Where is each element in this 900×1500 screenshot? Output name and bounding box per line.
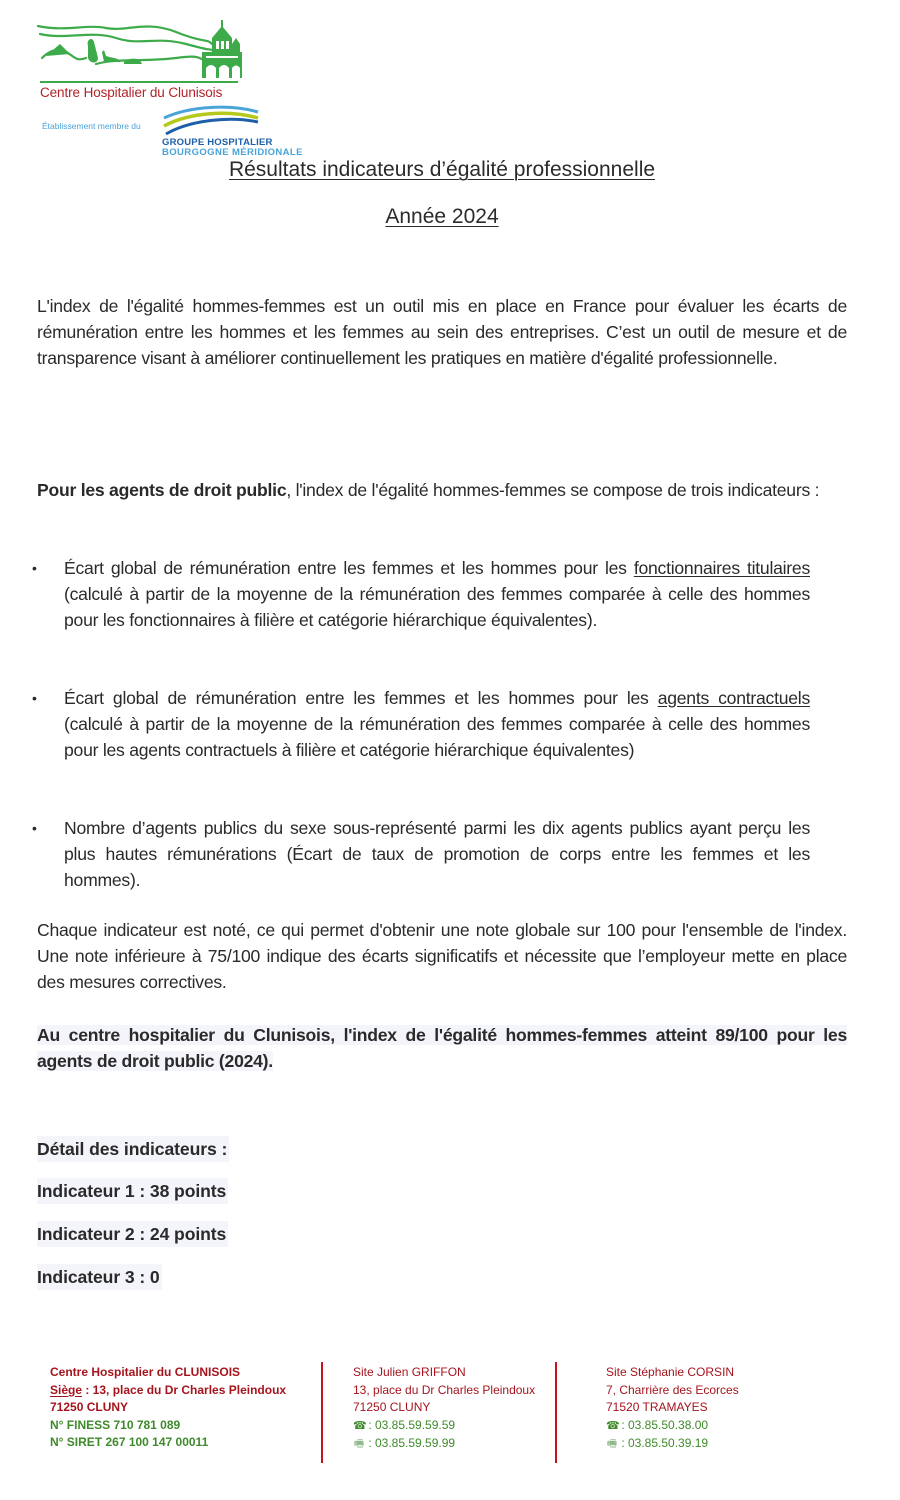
site-fax xyxy=(353,1435,535,1454)
hq-siret: N° SIRET 267 100 147 00011 xyxy=(50,1435,209,1449)
list-item-text xyxy=(64,555,810,633)
logo-divider xyxy=(40,81,238,83)
fax-icon: 🖷 xyxy=(606,1438,618,1450)
header-logos xyxy=(36,18,306,158)
list-item-underlined: agents contractuels xyxy=(657,688,810,708)
site-fax-number: : 03.85.59.59.99 xyxy=(365,1436,456,1450)
site-address: 13, place du Dr Charles Pleindoux xyxy=(353,1382,536,1397)
result-statement xyxy=(37,1022,847,1074)
scoring-note: Chaque indicateur est noté, ce qui permet d'obtenir une note globale sur 100 pour l'ensemble de l'index. Une note inférieure à 75/100 indique des écarts significatifs et nécessite que l’employeur mette en place des mesures correctives. xyxy=(37,920,847,992)
indicators-heading: Détail des indicateurs : xyxy=(37,1136,229,1162)
footer-headquarters xyxy=(50,1364,286,1452)
page-title: Résultats indicateurs d’égalité professionnelle xyxy=(228,158,656,181)
site-address: 7, Charrière des Ecorces xyxy=(606,1382,739,1397)
bullet-icon: • xyxy=(32,560,37,576)
site-phone-number: : 03.85.50.38.00 xyxy=(618,1417,709,1432)
group-name-line2: BOURGOGNE MÉRIDIONALE xyxy=(162,147,303,158)
indicator-1: Indicateur 1 : 38 points xyxy=(37,1178,228,1204)
public-agents-rest: , l'index de l'égalité hommes-femmes se compose de trois indicateurs : xyxy=(286,480,820,500)
public-agents-paragraph xyxy=(37,477,847,503)
fax-icon: 🖷 xyxy=(353,1438,365,1450)
site-phone-number: : 03.85.59.59.59 xyxy=(365,1417,456,1432)
list-item-text-before: Écart global de rémunération entre les femmes et les hommes pour les xyxy=(64,558,634,578)
bullet-icon: • xyxy=(32,820,37,836)
site-city: 71250 CLUNY xyxy=(353,1400,431,1414)
hq-seat-address: : 13, place du Dr Charles Pleindoux xyxy=(82,1382,287,1397)
list-item-text-before: Nombre d’agents publics du sexe sous-représenté parmi les dix agents publics ayant perçu les plus hautes rémunérations (Écart de taux de promotion de corps entre les femmes et les hommes). xyxy=(64,818,810,890)
page-year: Année 2024 xyxy=(385,205,499,228)
list-item-text-before: Écart global de rémunération entre les femmes et les hommes pour les xyxy=(64,688,658,708)
site-name: Site Stéphanie CORSIN xyxy=(606,1365,735,1379)
site-fax xyxy=(606,1435,739,1454)
indicator-2: Indicateur 2 : 24 points xyxy=(37,1221,228,1247)
phone-icon: ☎ xyxy=(353,1419,367,1432)
footer-site-corsin xyxy=(606,1364,739,1454)
list-item-text-after: (calculé à partir de la moyenne de la rémunération des femmes comparée à celle des hommes pour les fonctionnaires à filière et catégorie hiérarchique équivalentes). xyxy=(64,584,810,630)
list-item-underlined: fonctionnaires titulaires xyxy=(633,558,810,578)
hospital-name: Centre Hospitalier du Clunisois xyxy=(40,85,223,100)
hq-seat-label: Siège xyxy=(50,1382,83,1397)
hq-name: Centre Hospitalier du CLUNISOIS xyxy=(50,1365,241,1379)
site-phone xyxy=(353,1417,535,1436)
member-text: Établissement membre du xyxy=(42,121,141,131)
site-name: Site Julien GRIFFON xyxy=(353,1365,466,1379)
hq-finess: N° FINESS 710 781 089 xyxy=(50,1417,181,1432)
hills-and-abbey-logo-icon xyxy=(36,18,242,80)
list-item-text-after: (calculé à partir de la moyenne de la rémunération des femmes comparée à celle des hommes pour les agents contractuels à filière et catégorie hiérarchique équivalentes) xyxy=(64,714,810,760)
footer-divider xyxy=(321,1362,323,1463)
indicator-3: Indicateur 3 : 0 xyxy=(37,1264,162,1290)
hq-address xyxy=(50,1382,286,1400)
arcs-logo-icon xyxy=(160,104,260,140)
group-name-line1: GROUPE HOSPITALIER xyxy=(162,137,273,148)
footer-site-griffon xyxy=(353,1364,535,1454)
footer-divider xyxy=(555,1362,557,1463)
public-agents-lead: Pour les agents de droit public xyxy=(37,480,287,500)
site-fax-number: : 03.85.50.39.19 xyxy=(618,1436,709,1450)
site-phone xyxy=(606,1417,739,1436)
hq-city: 71250 CLUNY xyxy=(50,1400,129,1414)
result-text: Au centre hospitalier du Clunisois, l'index de l'égalité hommes-femmes atteint 89/100 pour les agents de droit public (2024). xyxy=(37,1025,847,1071)
bullet-icon: • xyxy=(32,690,37,706)
list-item-text xyxy=(64,685,810,763)
intro-paragraph: L'index de l'égalité hommes-femmes est un outil mis en place en France pour évaluer les écarts de rémunération entre les hommes et les femmes au sein des entreprises. C’est un outil de mesure et de transparence visant à améliorer continuellement les pratiques en matière d'égalité professionnelle. xyxy=(37,296,847,368)
site-city: 71520 TRAMAYES xyxy=(606,1400,708,1414)
phone-icon: ☎ xyxy=(606,1419,620,1432)
list-item-text xyxy=(64,815,810,893)
